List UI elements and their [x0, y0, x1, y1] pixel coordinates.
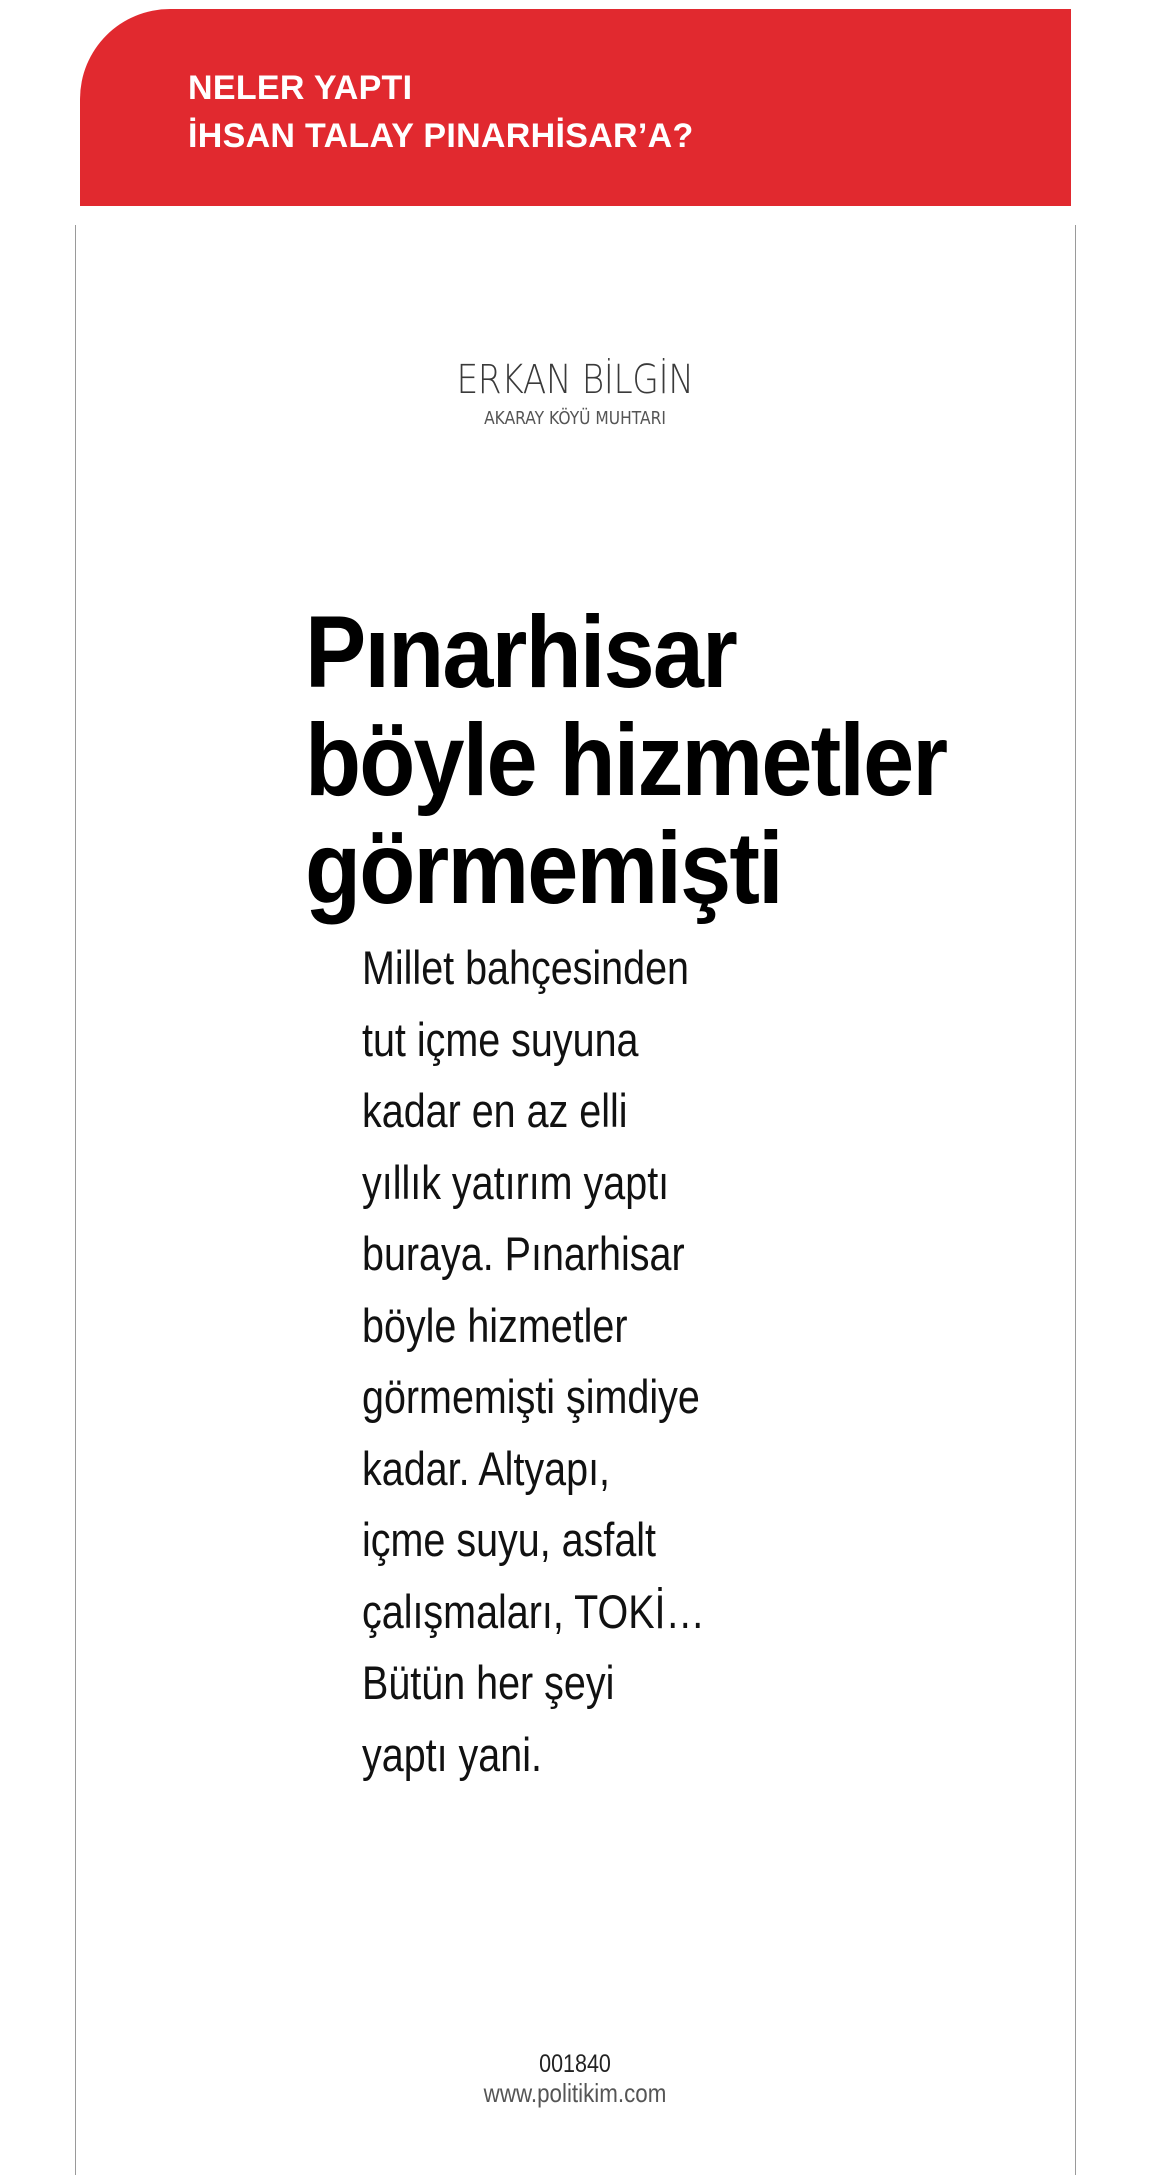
quote-line: içme suyu, asfalt [362, 1513, 657, 1566]
banner-title [188, 64, 694, 160]
person-name: ERKAN BİLGİN [456, 357, 694, 403]
left-frame-line [75, 225, 76, 2175]
footer-url: www.politikim.com [483, 2078, 667, 2108]
headline-line: görmemişti [305, 811, 782, 925]
headline-line: Pınarhisar [305, 595, 737, 709]
header-banner [80, 9, 1071, 206]
banner-title-line: İHSAN TALAY PINARHİSAR’A? [188, 117, 694, 155]
banner-title-line: NELER YAPTI [188, 69, 413, 107]
footer [0, 2050, 1150, 2108]
quote-line: yıllık yatırım yaptı [362, 1155, 670, 1209]
headline-line: böyle hizmetler [305, 703, 947, 817]
footer-code: 001840 [539, 2050, 611, 2078]
right-frame-line [1075, 225, 1076, 2175]
quote-text [362, 932, 705, 1790]
quote-line: böyle hizmetler [362, 1298, 628, 1352]
quote-line: çalışmaları, TOKİ… [362, 1584, 705, 1638]
quote-line: kadar en az elli [362, 1084, 628, 1137]
quote-line: kadar. Altyapı, [362, 1441, 611, 1495]
quote-line: Bütün her şeyi [362, 1656, 615, 1709]
quote-line: yaptı yani. [362, 1727, 542, 1781]
person-role: AKARAY KÖYÜ MUHTARI [484, 408, 666, 429]
quote-line: görmemişti şimdiye [362, 1370, 700, 1423]
person-byline [0, 355, 1150, 431]
quote-line: buraya. Pınarhisar [362, 1227, 685, 1280]
quote-line: Millet bahçesinden [362, 941, 690, 994]
headline [305, 595, 947, 925]
quote-line: tut içme suyuna [362, 1012, 639, 1066]
